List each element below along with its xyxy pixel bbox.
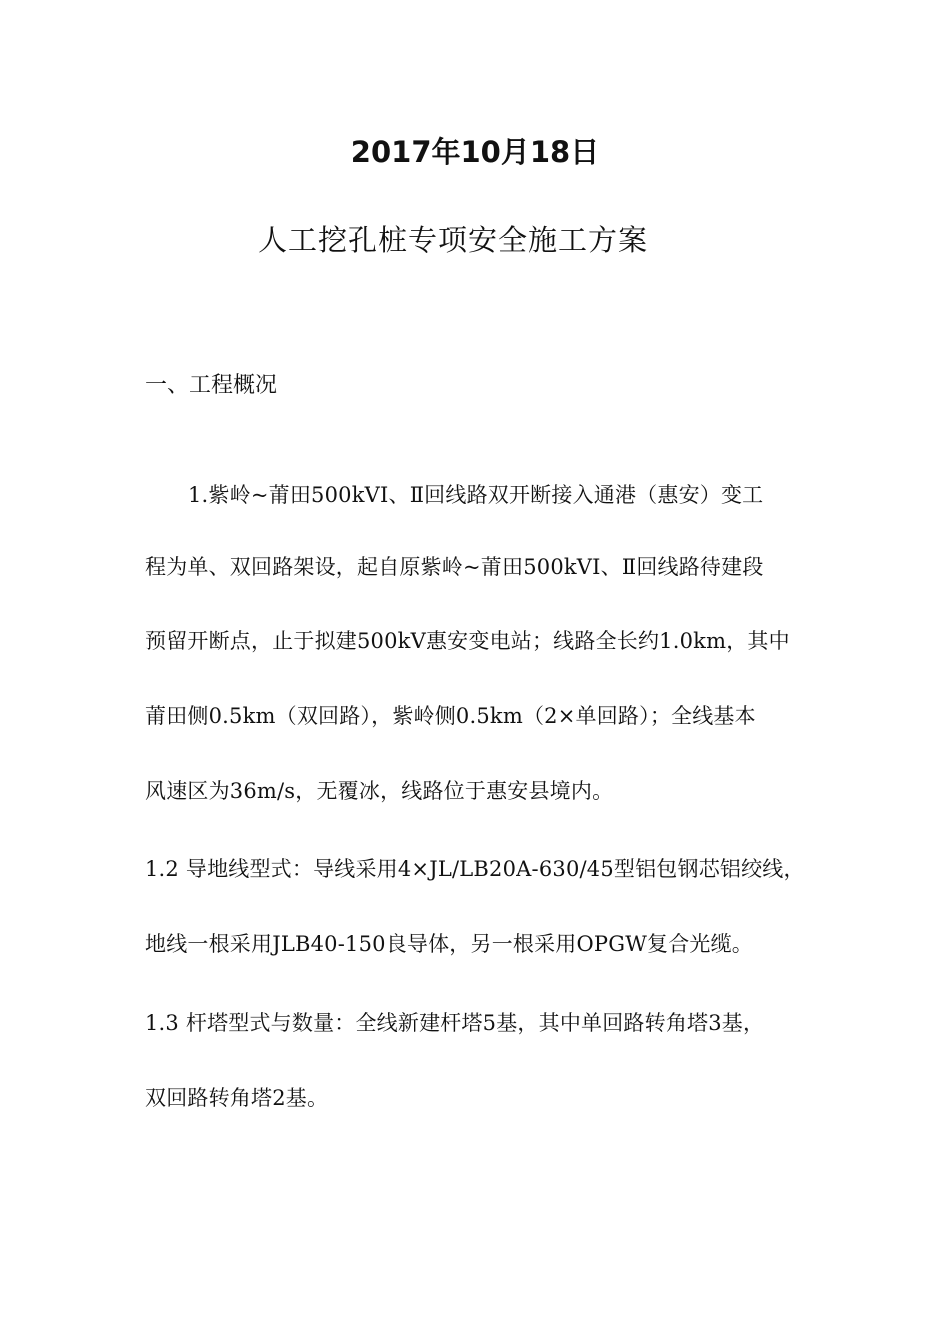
document-date: 2017年10月18日	[350, 135, 600, 169]
paragraph-line: 莆田侧0.5km（双回路），紫岭侧0.5km（2×单回路）；全线基本	[145, 704, 756, 728]
section-heading: 一、工程概况	[145, 373, 278, 398]
paragraph-line: 程为单、双回路架设，起自原紫岭~莆田500kVⅠ、Ⅱ回线路待建段	[145, 555, 764, 579]
paragraph-line: 1.紫岭~莆田500kVⅠ、Ⅱ回线路双开断接入通港（惠安）变工	[188, 483, 764, 507]
paragraph-line: 风速区为36m/s，无覆冰，线路位于惠安县境内。	[145, 779, 614, 803]
document-title: 人工挖孔桩专项安全施工方案	[258, 223, 649, 257]
paragraph-line: 地线一根采用JLB40-150良导体，另一根采用OPGW复合光缆。	[145, 932, 753, 956]
paragraph-line: 双回路转角塔2基。	[145, 1086, 329, 1110]
paragraph-line: 1.2 导地线型式：导线采用4×JL/LB20A-630/45型铝包钢芯铝绞线，	[145, 857, 805, 881]
paragraph-line: 预留开断点，止于拟建500kV惠安变电站；线路全长约1.0km，其中	[145, 629, 790, 653]
paragraph-line: 1.3 杆塔型式与数量：全线新建杆塔5基，其中单回路转角塔3基，	[145, 1011, 765, 1035]
